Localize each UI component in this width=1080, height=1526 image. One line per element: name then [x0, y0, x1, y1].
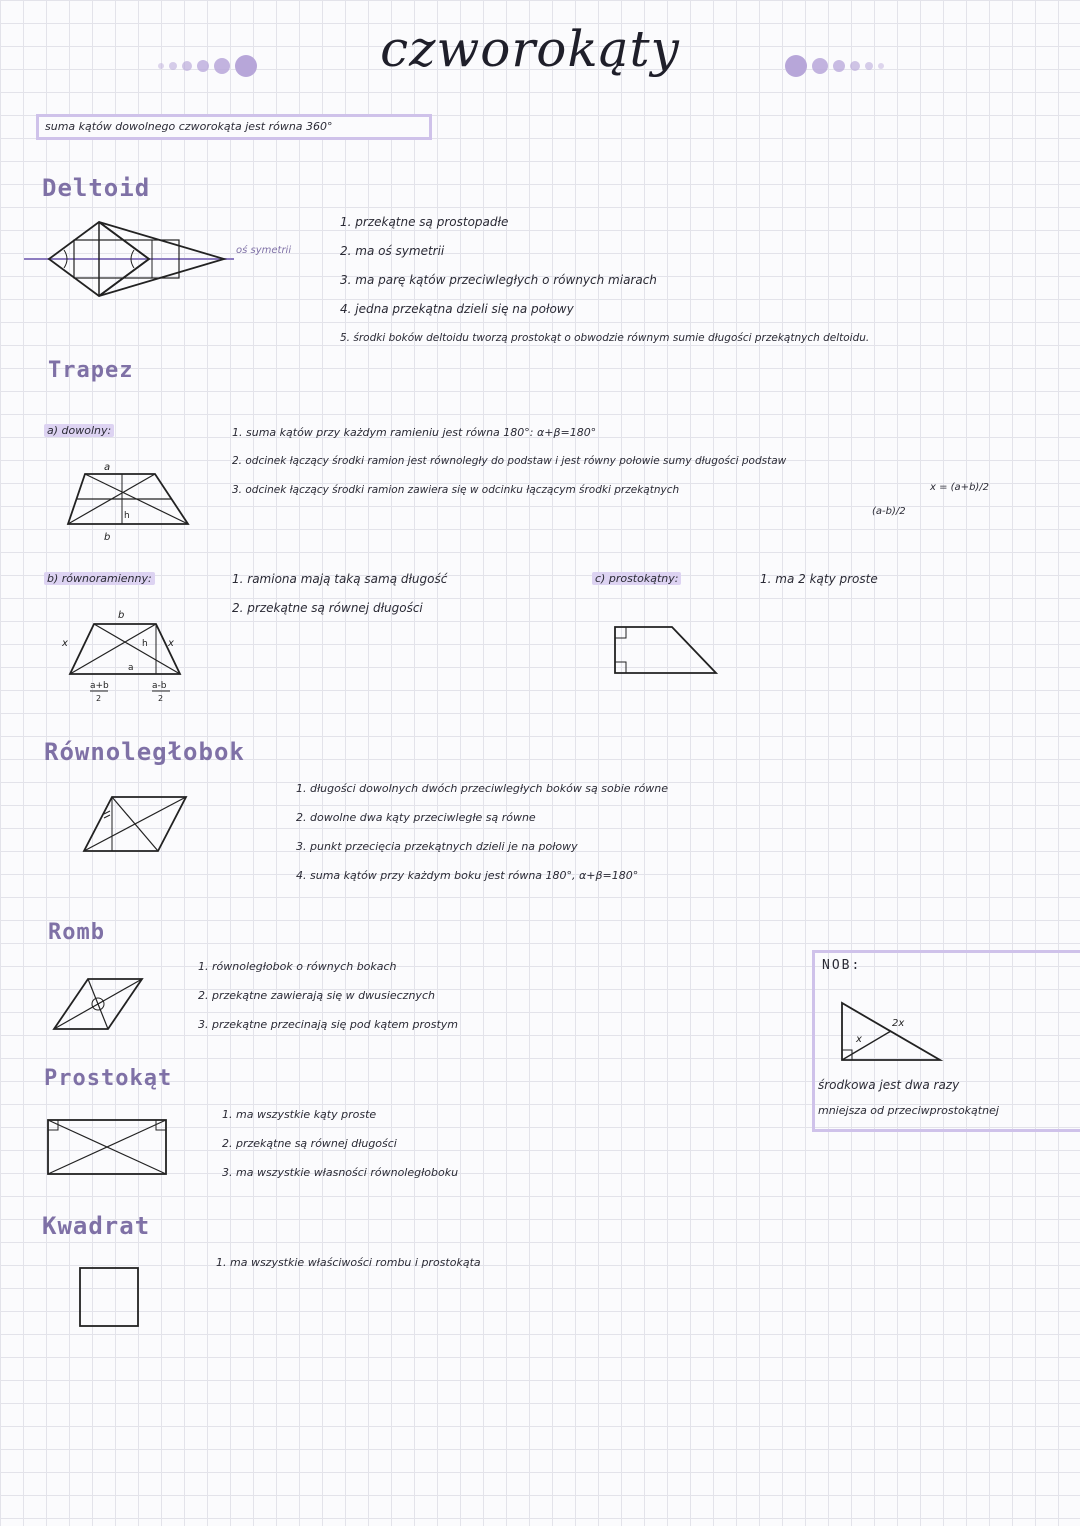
- trapez-rownoramienny-label: b) równoramienny:: [44, 572, 155, 585]
- deltoid-properties: [340, 208, 869, 353]
- deltoid-prop-2: 2. ma oś symetrii: [340, 244, 445, 258]
- trapez-prostokatny-properties: [760, 565, 878, 594]
- trapez-rownoramienny-a: a: [128, 663, 134, 673]
- kwadrat-properties: [216, 1248, 481, 1277]
- note-heading: NOB:: [822, 958, 862, 973]
- trapez-dowolny-h: h: [124, 511, 130, 521]
- prostokat-prop-2: 2. przekątne są równej długości: [222, 1137, 397, 1150]
- kwadrat-prop-1: 1. ma wszystkie właściwości rombu i prostokąta: [216, 1256, 481, 1269]
- intro-box: suma kątów dowolnego czworokąta jest równa 360°: [36, 114, 432, 140]
- title-dots-left: [158, 55, 257, 77]
- trapez-rownoramienny-den-2: 2: [158, 694, 164, 703]
- trapez-prostokatny-label: c) prostokątny:: [592, 572, 681, 585]
- prostokat-figure: [46, 1118, 170, 1178]
- note-text-2: mniejsza od przeciwprostokątnej: [818, 1104, 999, 1117]
- trapez-rownoramienny-figure: [56, 606, 196, 706]
- trapez-prostokatny-prop-1: 1. ma 2 kąty proste: [760, 572, 878, 586]
- note-text: [818, 1072, 999, 1124]
- trapez-rownoramienny-den-1: 2: [96, 694, 102, 703]
- trapez-prostokatny-figure: [612, 624, 722, 676]
- trapez-dowolny-a: a: [104, 462, 111, 473]
- trapez-rownoramienny-prop-2: 2. przekątne są równej długości: [232, 601, 423, 615]
- trapez-rownoramienny-x-left: x: [62, 638, 68, 649]
- trapez-dowolny-b: b: [104, 532, 111, 543]
- prostokat-properties: [222, 1100, 458, 1187]
- trapez-heading: Trapez: [48, 358, 134, 383]
- kwadrat-figure: [78, 1266, 142, 1330]
- title-dots-right: [785, 55, 884, 77]
- trapez-rownoramienny-x-right: x: [168, 638, 174, 649]
- deltoid-prop-4: 4. jedna przekątna dzieli się na połowy: [340, 302, 574, 316]
- trapez-dowolny-formula-sum: x = (a+b)/2: [930, 482, 990, 493]
- note-figure: [836, 1000, 946, 1064]
- trapez-dowolny-properties: [232, 418, 786, 505]
- trapez-rownoramienny-frac-diff: a-b: [152, 681, 167, 691]
- rownoleglobok-prop-2: 2. dowolne dwa kąty przeciwległe są równe: [296, 811, 536, 824]
- prostokat-prop-1: 1. ma wszystkie kąty proste: [222, 1108, 377, 1121]
- trapez-dowolny-prop-2: 2. odcinek łączący środki ramion jest równoległy do podstaw i jest równy połowie sumy długości podstaw: [232, 455, 787, 467]
- trapez-rownoramienny-properties: [232, 565, 447, 623]
- rownoleglobok-prop-4: 4. suma kątów przy każdym boku jest równa 180°, α+β=180°: [296, 869, 639, 882]
- trapez-rownoramienny-h: h: [142, 639, 148, 649]
- romb-heading: Romb: [48, 920, 105, 945]
- note-text-1: środkowa jest dwa razy: [818, 1078, 960, 1092]
- romb-properties: [198, 952, 458, 1039]
- note-x: x: [856, 1034, 862, 1045]
- deltoid-prop-5: 5. środki boków deltoidu tworzą prostokąt o obwodzie równym sumie długości przekątnych deltoidu.: [340, 332, 870, 344]
- trapez-dowolny-label: a) dowolny:: [44, 424, 114, 437]
- rownoleglobok-prop-1: 1. długości dowolnych dwóch przeciwległych boków są sobie równe: [296, 782, 669, 795]
- kwadrat-heading: Kwadrat: [42, 1212, 151, 1240]
- trapez-dowolny-prop-3: 3. odcinek łączący środki ramion zawiera się w odcinku łączącym środki przekątnych: [232, 484, 680, 496]
- deltoid-prop-1: 1. przekątne są prostopadłe: [340, 215, 509, 229]
- deltoid-heading: Deltoid: [42, 174, 151, 202]
- prostokat-heading: Prostokąt: [44, 1066, 173, 1091]
- deltoid-figure: [24, 212, 324, 302]
- rownoleglobok-figure: [84, 794, 188, 854]
- trapez-dowolny-prop-1: 1. suma kątów przy każdym ramieniu jest równa 180°: α+β=180°: [232, 426, 597, 439]
- rownoleglobok-prop-3: 3. punkt przecięcia przekątnych dzieli je na połowy: [296, 840, 578, 853]
- deltoid-prop-3: 3. ma parę kątów przeciwległych o równych miarach: [340, 273, 657, 287]
- deltoid-axis-label: oś symetrii: [236, 245, 292, 256]
- romb-figure: [54, 976, 144, 1032]
- romb-prop-1: 1. równoległobok o równych bokach: [198, 960, 397, 973]
- rownoleglobok-properties: [296, 774, 668, 890]
- page-title: czworokąty: [380, 20, 680, 78]
- prostokat-prop-3: 3. ma wszystkie własności równoległoboku: [222, 1166, 459, 1179]
- rownoleglobok-heading: Równoległobok: [44, 738, 245, 766]
- trapez-rownoramienny-frac-sum: a+b: [90, 681, 109, 691]
- romb-prop-2: 2. przekątne zawierają się w dwusiecznych: [198, 989, 435, 1002]
- trapez-rownoramienny-prop-1: 1. ramiona mają taką samą długość: [232, 572, 448, 586]
- romb-prop-3: 3. przekątne przecinają się pod kątem prostym: [198, 1018, 459, 1031]
- trapez-rownoramienny-b: b: [118, 610, 125, 621]
- note-2x: 2x: [892, 1018, 905, 1029]
- trapez-dowolny-formula-diff: (a-b)/2: [872, 506, 906, 517]
- trapez-dowolny-figure: [60, 460, 200, 543]
